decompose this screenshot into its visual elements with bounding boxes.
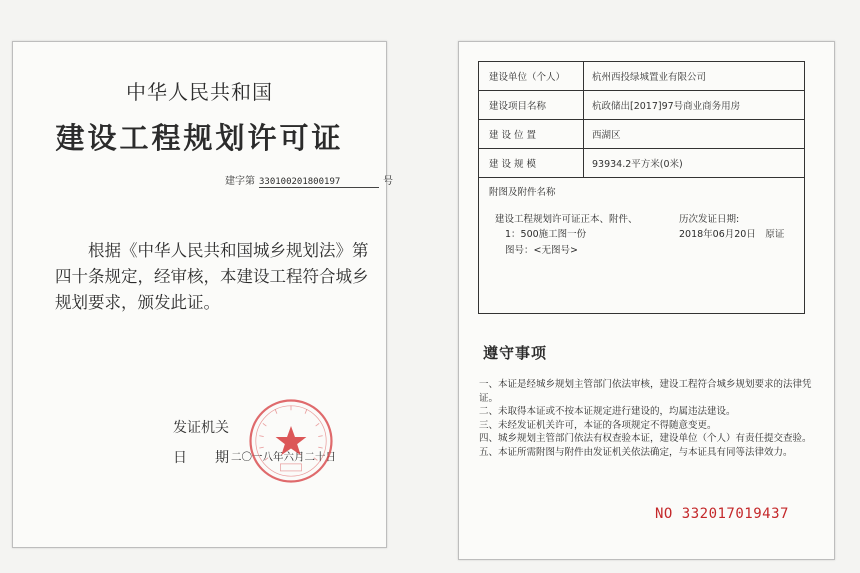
list-item: 一、本证是经城乡规划主管部门依法审核，建设工程符合城乡规划要求的法律凭证。 — [479, 379, 812, 404]
list-item: 二、未取得本证或不按本证规定进行建设的，均属违法建设。 — [479, 406, 736, 417]
attachments-label: 附图及附件名称 — [489, 187, 556, 198]
row-value: 杭政储出[2017]97号商业商务用房 — [592, 101, 741, 112]
table-row — [479, 120, 804, 149]
list-item: 四、城乡规划主管部门依法有权查验本证，建设单位（个人）有责任提交查验。 — [479, 433, 812, 444]
permit-number — [225, 172, 393, 188]
list-item: 三、未经发证机关许可，本证的各项规定不得随意变更。 — [479, 419, 717, 431]
row-value: 93934.2平方米(0米) — [592, 159, 683, 170]
attachments-line: 建设工程规划许可证正本、附件、 — [495, 214, 638, 225]
country-heading: 中华人民共和国 — [126, 80, 273, 104]
project-info-table — [478, 61, 805, 314]
notice-rules-list — [479, 378, 819, 459]
date-label: 日 期 — [173, 450, 229, 466]
attachments-line: 1：500施工图一份 — [505, 229, 587, 240]
list-item: 五、本证所需附图与附件由发证机关依法确定，与本证具有同等法律效力。 — [479, 446, 793, 458]
permit-left-page — [12, 41, 393, 548]
row-label: 建 设 位 置 — [479, 120, 584, 148]
permit-right-page — [458, 41, 835, 560]
serial-number: NO 332017019437 — [655, 506, 789, 522]
attachments-line: 图号：<无图号> — [505, 245, 578, 256]
issuer-label: 发证机关 — [173, 420, 229, 436]
row-label: 建设项目名称 — [479, 91, 584, 119]
table-row — [479, 62, 804, 91]
row-label: 建 设 规 模 — [479, 149, 584, 177]
permit-number-suffix: 号 — [383, 176, 393, 187]
row-label: 建设单位（个人） — [479, 62, 584, 90]
table-row — [479, 91, 804, 120]
issue-history-date: 2018年06月20日 原证 — [679, 229, 785, 240]
row-value: 杭州西投绿城置业有限公司 — [592, 72, 707, 83]
permit-body-text: 根据《中华人民共和国城乡规划法》第四十条规定，经审核，本建设工程符合城乡规划要求，颁发此证。 — [55, 241, 369, 312]
notice-title: 遵守事项 — [483, 344, 548, 362]
official-seal-icon — [247, 397, 335, 485]
attachments-cell — [479, 178, 804, 313]
table-row — [479, 149, 804, 178]
row-value: 西湖区 — [592, 130, 621, 141]
permit-number-value: 330100201800197 — [259, 177, 379, 188]
permit-number-prefix: 建字第 — [225, 176, 255, 187]
permit-title: 建设工程规划许可证 — [55, 121, 344, 155]
issue-history-label: 历次发证日期: — [679, 214, 740, 225]
date-value: 二〇一八年六月二十日 — [231, 451, 336, 463]
